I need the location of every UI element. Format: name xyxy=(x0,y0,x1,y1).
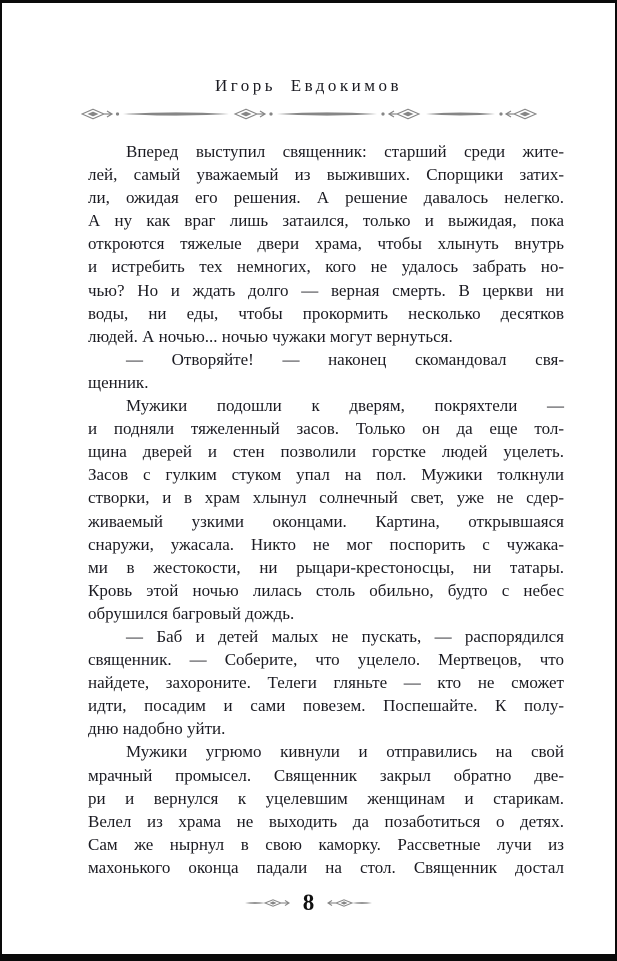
text-line: и истребить тех немногих, кого не удалось забрать но- xyxy=(88,257,564,277)
text-line: живаемый узкими оконцами. Картина, открывшаяся xyxy=(88,511,564,531)
ornamental-rule-icon xyxy=(81,106,537,122)
text-line: Кровь этой ночью лилась столь обильно, будто с небес xyxy=(88,580,564,600)
text-line: Засов с гулким стуком упал на пол. Мужики толкнули xyxy=(88,465,564,485)
text-line: Вперед выступил священник: старший среди жите- xyxy=(126,142,564,161)
text-line: ли, ожидая его решения. А решение давалось нелегко. xyxy=(88,188,564,208)
text-line: обрушился багровый дождь. xyxy=(88,603,295,623)
text-line: лей, самый уважаемый из выживших. Спорщики затих- xyxy=(88,165,564,185)
running-header-author: Игорь Евдокимов xyxy=(214,76,403,95)
text-line: воды, ни еды, чтобы прокормить несколько десятков xyxy=(88,303,564,323)
text-line: чью? Но и ждать долго — верная смерть. В церкви ни xyxy=(88,280,564,300)
text-line: А ну как враг лишь затаился, только и выжидая, пока xyxy=(88,211,564,231)
text-line: мрачный промысел. Священник закрыл обратно две- xyxy=(88,765,564,785)
text-line: найдете, захороните. Телеги гляньте — кто не сможет xyxy=(88,673,564,693)
text-line: створки, и в храм хлынул солнечный свет, уже не сдер- xyxy=(88,488,564,508)
text-line: людей. А ночью... ночью чужаки могут вернуться. xyxy=(88,326,453,346)
ornamental-divider xyxy=(2,106,615,122)
text-line: откроются тяжелые двери храма, чтобы хлынуть внутрь xyxy=(88,234,564,254)
text-line: священник. — Соберите, что уцелело. Мертвецов, что xyxy=(88,650,564,670)
text-line: ми в жестокости, ни рыцари-крестоносцы, ни татары. xyxy=(88,557,564,577)
text-line: щенник. xyxy=(88,372,149,392)
text-line: Мужики подошли к дверям, покряхтели — xyxy=(126,396,564,416)
body-text xyxy=(88,140,564,879)
footer-ornament-right-icon xyxy=(326,897,372,909)
text-line: щина дверей и стен позволили горстке людей уцелеть. xyxy=(88,442,564,462)
text-line: и подняли тяжеленный засов. Только он да еще тол- xyxy=(88,419,564,439)
text-line: дню надобно уйти. xyxy=(88,719,226,739)
text-line: — Баб и детей малых не пускать, — распорядился xyxy=(126,626,564,646)
footer-ornament-left-icon xyxy=(245,897,291,909)
page-footer xyxy=(2,890,615,916)
text-line: Сам же нырнул в свою каморку. Рассветные лучи из xyxy=(88,834,564,854)
text-line: ри и вернулся к уцелевшим женщинам и старикам. xyxy=(88,788,564,808)
text-line: махонького оконца падали на стол. Священник достал xyxy=(88,857,564,877)
text-line: снаружи, ужасала. Никто не мог поспорить с чужака- xyxy=(88,534,564,554)
text-line: Велел из храма не выходить да позаботиться о детях. xyxy=(88,811,564,831)
page-number: 8 xyxy=(302,890,315,915)
text-line: Мужики угрюмо кивнули и отправились на свой xyxy=(126,742,564,762)
text-line: идти, посадим и сами повезем. Поспешайте. К полу- xyxy=(88,696,564,716)
text-line: — Отворяйте! — наконец скомандовал свя- xyxy=(126,349,564,369)
